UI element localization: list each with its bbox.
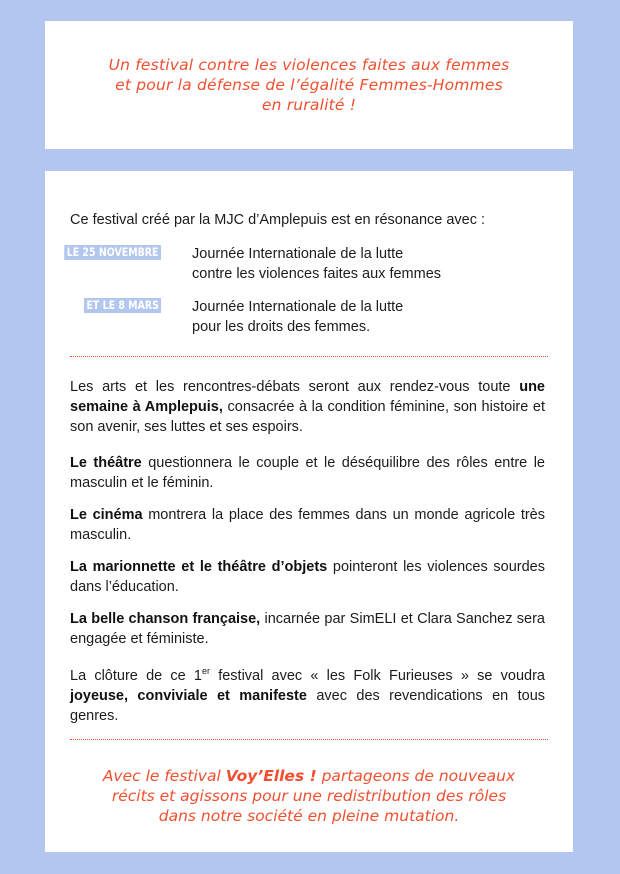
tagline-line-3: en ruralité ! xyxy=(261,96,357,114)
paragraph-theatre: Le théâtre questionnera le couple et le déséquilibre des rôles entre le masculin et le féminin. xyxy=(70,455,545,491)
paragraph-puppetry: La marionnette et le théâtre d’objets pointeront les violences sourdes dans l’éducation. xyxy=(70,559,545,595)
content-card xyxy=(45,171,573,852)
dotted-divider xyxy=(70,739,548,740)
date-badge: ET LE 8 MARS xyxy=(84,298,161,313)
festival-tagline xyxy=(45,55,573,115)
paragraph-cinema: Le cinéma montrera la place des femmes dans un monde agricole très masculin. xyxy=(70,507,545,543)
date-badge: LE 25 NOVEMBRE xyxy=(64,245,161,260)
paragraph-closing-event: La clôture de ce 1er festival avec « les Folk Furieuses » se voudra joyeuse, conviviale et manifeste avec des revendications en tous genres. xyxy=(70,666,546,724)
header-card xyxy=(45,21,573,149)
date-description: Journée Internationale de la lutte contre les violences faites aux femmes xyxy=(192,246,442,282)
tagline-line-2: et pour la défense de l’égalité Femmes-Hommes xyxy=(115,76,503,94)
festival-name: Voy’Elles ! xyxy=(225,767,317,785)
dotted-divider xyxy=(70,356,548,357)
paragraph-week: Les arts et les rencontres-débats seront aux rendez-vous toute une semaine à Amplepuis, consacrée à la condition féminine, son histoire et son avenir, ses luttes et ses espoirs. xyxy=(70,379,545,435)
date-description: Journée Internationale de la lutte pour les droits des femmes. xyxy=(192,299,404,335)
closing-statement: Avec le festival Voy’Elles ! partageons de nouveaux récits et agissons pour une redistribution des rôles dans notre société en pleine mutation. xyxy=(102,767,516,825)
tagline-line-1: Un festival contre les violences faites aux femmes xyxy=(108,56,510,74)
paragraph-chanson: La belle chanson française, incarnée par SimELI et Clara Sanchez sera engagée et féministe. xyxy=(70,611,545,647)
intro-text: Ce festival créé par la MJC d’Amplepuis est en résonance avec : xyxy=(70,212,486,228)
